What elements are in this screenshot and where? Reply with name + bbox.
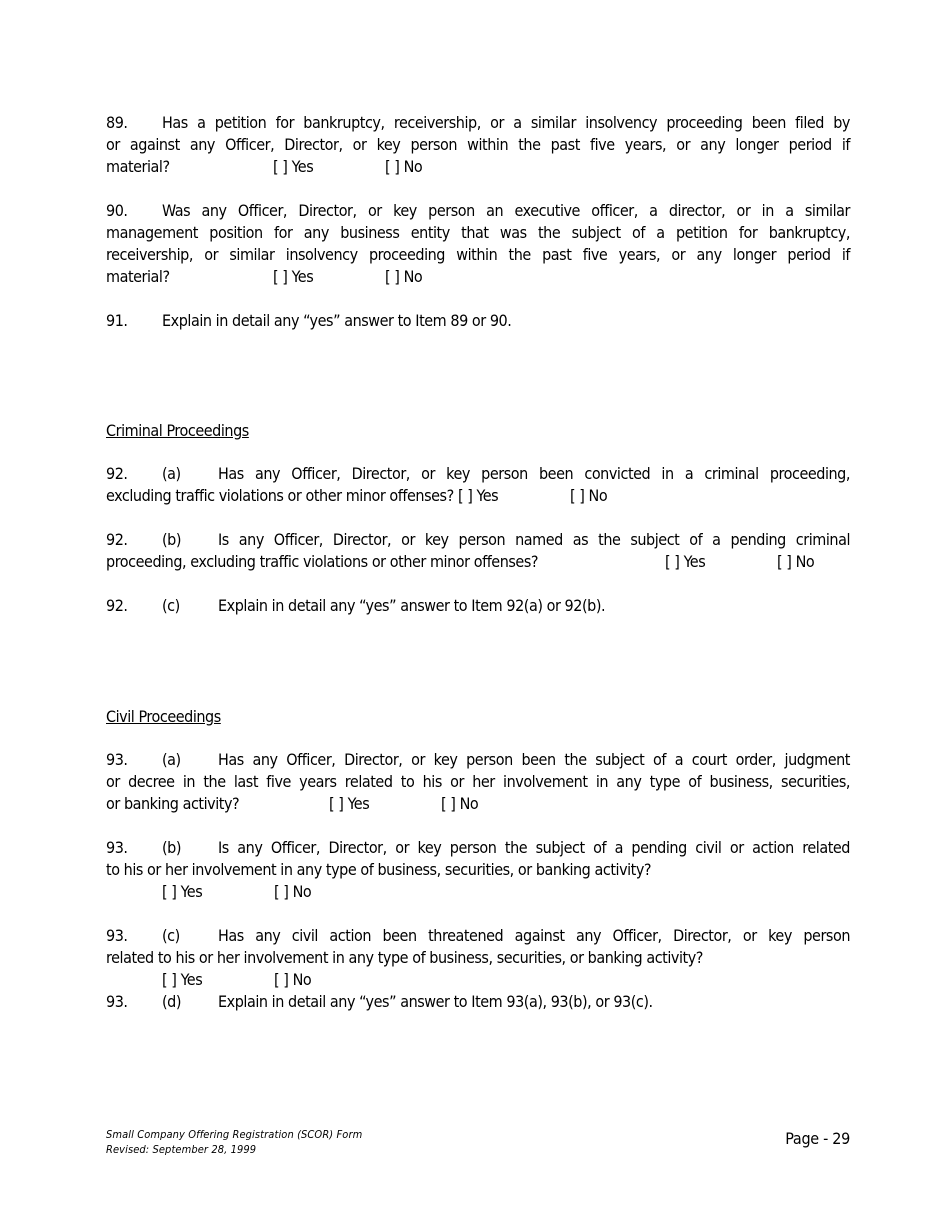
item-92b-yes-checkbox[interactable]: [ ] Yes [665, 552, 706, 571]
item-89-line-2: or against any Officer, Director, or key person within the past five years, or any longer period if [106, 135, 850, 154]
item-91-line-1 [106, 310, 850, 332]
item-90-yes-checkbox[interactable]: [ ] Yes [273, 267, 314, 286]
item-92b-line-1 [106, 529, 850, 551]
item-90-text-1: Was any Officer, Director, or key person an executive officer, a director, or in a similar [162, 201, 850, 220]
item-93c [106, 925, 850, 1013]
civil-proceedings-heading: Civil Proceedings [106, 707, 221, 726]
item-90-line-3: receivership, or similar insolvency proceeding within the past five years, or any longer period if [106, 245, 850, 264]
criminal-proceedings-heading: Criminal Proceedings [106, 421, 249, 440]
item-number: 93. [106, 992, 128, 1011]
footer-revised-date: Revised: September 28, 1999 [106, 1143, 257, 1156]
item-subletter: (b) [162, 530, 182, 549]
item-93d-line-1 [106, 991, 850, 1013]
item-93b-line-2: to his or her involvement in any type of business, securities, or banking activity? [106, 860, 652, 879]
item-89-no-checkbox[interactable]: [ ] No [385, 157, 423, 176]
item-number: 93. [106, 926, 128, 945]
item-93c-yes-checkbox[interactable]: [ ] Yes [162, 970, 203, 989]
item-90-line-4 [106, 266, 850, 288]
item-89 [106, 112, 850, 178]
item-subletter: (b) [162, 838, 182, 857]
item-93a-text-3: or banking activity? [106, 794, 240, 813]
item-93c-no-checkbox[interactable]: [ ] No [274, 970, 312, 989]
footer-form-info [106, 1127, 362, 1157]
item-93c-line-2: related to his or her involvement in any type of business, securities, or banking activity? [106, 948, 703, 967]
item-92b-no-checkbox[interactable]: [ ] No [777, 552, 815, 571]
item-93b-text-1: Is any Officer, Director, or key person the subject of a pending civil or action related [218, 838, 850, 857]
item-92a-line-2 [106, 485, 850, 507]
item-93a-line-3 [106, 793, 850, 815]
item-93d-text: Explain in detail any “yes” answer to Item 93(a), 93(b), or 93(c). [218, 992, 653, 1011]
item-93b-line-1 [106, 837, 850, 859]
item-93a-text-1: Has any Officer, Director, or key person been the subject of a court order, judgment [218, 750, 850, 769]
item-92b [106, 529, 850, 573]
item-93c-line-3 [106, 969, 850, 991]
item-90-line-2: management position for any business entity that was the subject of a petition for bankruptcy, [106, 223, 850, 242]
item-93b-no-checkbox[interactable]: [ ] No [274, 882, 312, 901]
item-number: 93. [106, 750, 128, 769]
footer-form-name: Small Company Offering Registration (SCOR) Form [106, 1128, 363, 1141]
item-number: 92. [106, 596, 128, 615]
item-subletter: (a) [162, 750, 181, 769]
item-89-text-3: material? [106, 157, 170, 176]
item-90 [106, 200, 850, 288]
item-subletter: (c) [162, 596, 180, 615]
item-93b-line-3 [106, 881, 850, 903]
item-93b [106, 837, 850, 903]
item-90-line-1 [106, 200, 850, 222]
item-89-yes-checkbox[interactable]: [ ] Yes [273, 157, 314, 176]
item-number: 93. [106, 838, 128, 857]
item-92a-text-1: Has any Officer, Director, or key person been convicted in a criminal proceeding, [218, 464, 850, 483]
item-number: 89. [106, 113, 128, 132]
item-92b-text-2: proceeding, excluding traffic violations or other minor offenses? [106, 552, 539, 571]
item-93c-text-1: Has any civil action been threatened against any Officer, Director, or key person [218, 926, 850, 945]
item-subletter: (c) [162, 926, 180, 945]
item-92b-line-2 [106, 551, 850, 573]
item-92a [106, 463, 850, 507]
item-number: 91. [106, 311, 128, 330]
item-93a-line-2: or decree in the last five years related to his or her involvement in any type of business, securities, [106, 772, 850, 791]
item-89-text-1: Has a petition for bankruptcy, receivership, or a similar insolvency proceeding been filed by [162, 113, 850, 132]
item-91-text: Explain in detail any “yes” answer to Item 89 or 90. [162, 311, 512, 330]
item-90-no-checkbox[interactable]: [ ] No [385, 267, 423, 286]
item-93c-line-1 [106, 925, 850, 947]
page-number: Page - 29 [785, 1129, 850, 1148]
item-90-text-4: material? [106, 267, 170, 286]
item-91 [106, 310, 850, 332]
item-number: 90. [106, 201, 128, 220]
item-subletter: (d) [162, 992, 182, 1011]
item-92b-text-1: Is any Officer, Director, or key person named as the subject of a pending criminal [218, 530, 850, 549]
item-93b-yes-checkbox[interactable]: [ ] Yes [162, 882, 203, 901]
item-89-line-3 [106, 156, 850, 178]
item-93a-yes-checkbox[interactable]: [ ] Yes [329, 794, 370, 813]
item-92c [106, 595, 850, 617]
item-92a-no-checkbox[interactable]: [ ] No [569, 486, 608, 505]
item-subletter: (a) [162, 464, 181, 483]
item-89-line-1 [106, 112, 850, 134]
item-93a [106, 749, 850, 815]
item-92c-line-1 [106, 595, 850, 617]
item-92c-text: Explain in detail any “yes” answer to Item 92(a) or 92(b). [218, 596, 606, 615]
item-number: 92. [106, 530, 128, 549]
item-number: 92. [106, 464, 128, 483]
item-93a-no-checkbox[interactable]: [ ] No [441, 794, 479, 813]
item-92a-text-2: excluding traffic violations or other minor offenses? [106, 486, 454, 505]
item-93a-line-1 [106, 749, 850, 771]
item-92a-yes-checkbox[interactable]: [ ] Yes [457, 486, 499, 505]
item-92a-line-1 [106, 463, 850, 485]
